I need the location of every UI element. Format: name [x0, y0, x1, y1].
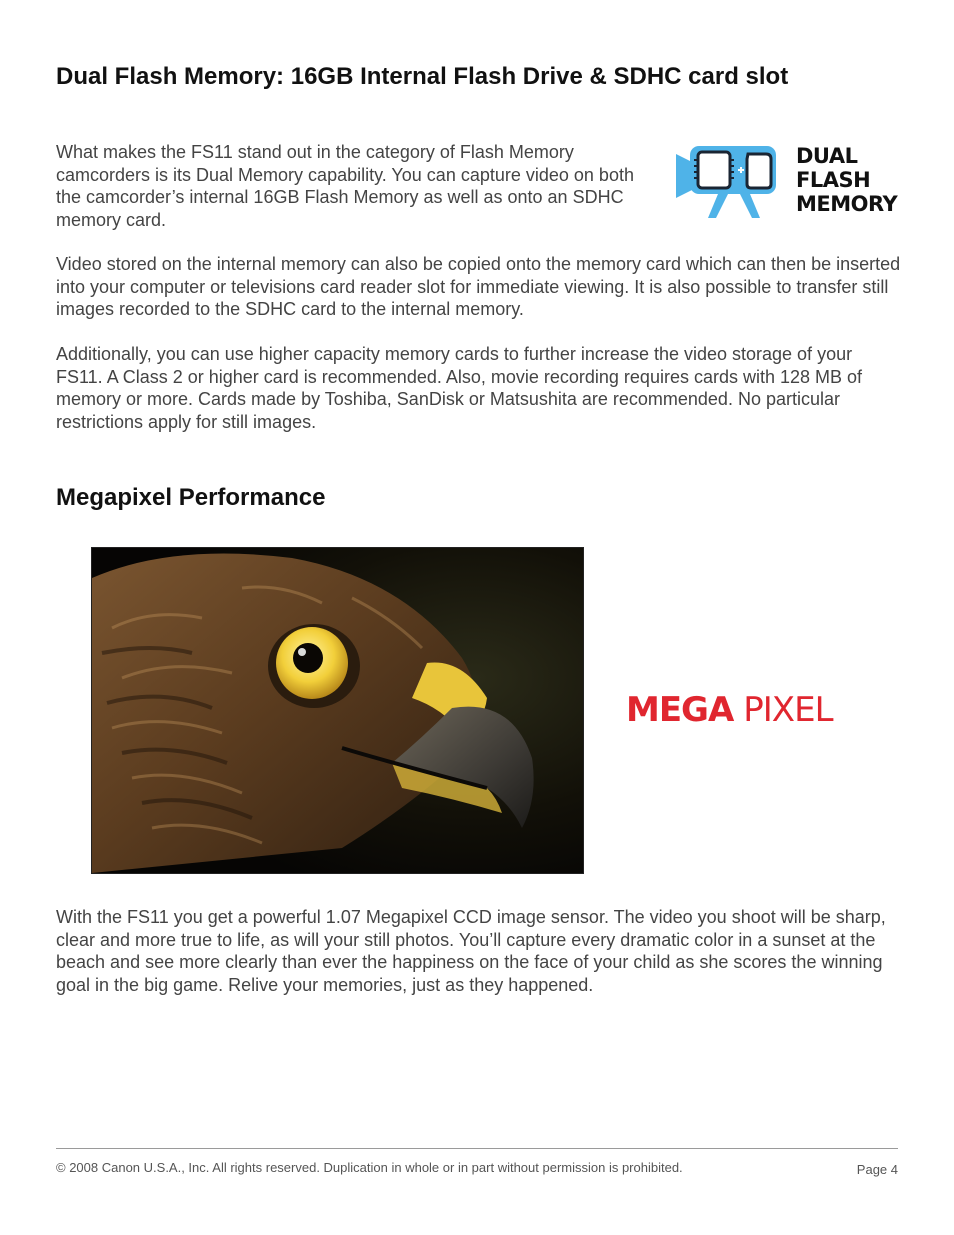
dual-memory-paragraph: What makes the FS11 stand out in the category of Flash Memory camcorders is its Dual Memory capability. You can capture video on both the camcorder’s internal 16GB Flash Memory as well as onto an SDHC memory card. — [56, 142, 634, 230]
mega-word: MEGA — [626, 690, 734, 730]
section-heading-dual-flash: Dual Flash Memory: 16GB Internal Flash Drive & SDHC card slot — [56, 63, 789, 90]
eagle-photo — [91, 547, 584, 874]
logo-text-dual: DUAL — [796, 144, 858, 168]
logo-text-memory: MEMORY — [796, 192, 898, 216]
memory-card-paragraph: Additionally, you can use higher capacity memory cards to further increase the video storage of your FS11. A Class 2 or higher card is recommended. Also, movie recording requires cards with 128 MB of memory or more. Cards made by Toshiba, SanDisk or Matsushita are recommended. No particular restrictions apply for still images. — [56, 344, 863, 432]
eagle-image — [92, 548, 583, 873]
logo-text-flash: FLASH — [796, 168, 871, 192]
footer-copyright: © 2008 Canon U.S.A., Inc. All rights reserved. Duplication in whole or in part without permission is prohibited. — [56, 1160, 683, 1175]
camcorder-memory-icon — [674, 142, 786, 222]
page-number: Page 4 — [856, 1162, 898, 1177]
pixel-word: PIXEL — [743, 690, 833, 730]
dual-flash-memory-logo — [674, 142, 898, 222]
mega-pixel-badge — [626, 690, 833, 730]
internal-memory-paragraph: Video stored on the internal memory can also be copied onto the memory card which can then be inserted into your computer or televisions card reader slot for immediate viewing. It is also possible to transfer still images recorded to the SDHC card to the internal memory. — [56, 254, 901, 319]
footer-divider — [56, 1148, 898, 1149]
megapixel-paragraph: With the FS11 you get a powerful 1.07 Megapixel CCD image sensor. The video you shoot will be sharp, clear and more true to life, as will your still photos. You’ll capture every dramatic color in a sunset at the beach and see more clearly than ever the happiness on the face of your child as she scores the winning goal in the big game. Relive your memories, just as they happened. — [56, 907, 886, 995]
section-heading-megapixel: Megapixel Performance — [56, 484, 326, 511]
